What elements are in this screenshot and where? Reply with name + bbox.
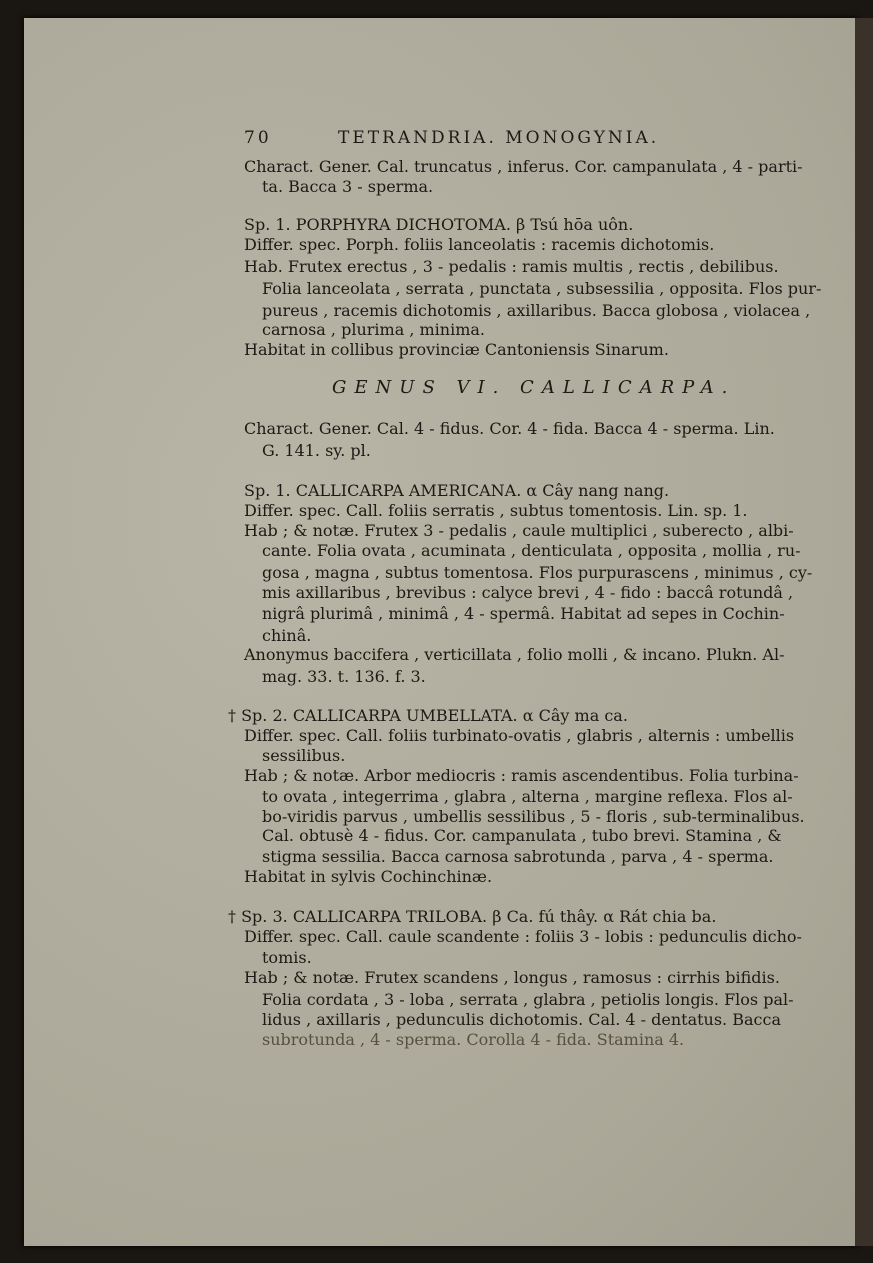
text-line: Hab ; & notæ. Frutex 3 - pedalis , caule multiplici , suberecto , albi- [244, 521, 794, 540]
text-line: Charact. Gener. Cal. truncatus , inferus. Cor. campanulata , 4 - parti- [244, 157, 803, 176]
text-line: Cal. obtusè 4 - fidus. Cor. campanulata , tubo brevi. Stamina , & [262, 826, 782, 845]
text-line: pureus , racemis dichotomis , axillaribus. Bacca globosa , violacea , [262, 301, 811, 320]
text-line: gosa , magna , subtus tomentosa. Flos purpurascens , minimus , cy- [262, 563, 813, 582]
text-line: Sp. 1. CALLICARPA AMERICANA. α Cây nang nang. [244, 481, 670, 500]
text-line: Differ. spec. Call. caule scandente : foliis 3 - lobis : pedunculis dicho- [244, 927, 802, 946]
text-line: † Sp. 2. CALLICARPA UMBELLATA. α Cây ma ca. [228, 706, 628, 725]
text-line: Folia cordata , 3 - loba , serrata , glabra , petiolis longis. Flos pal- [262, 990, 794, 1009]
text-line: Hab ; & notæ. Frutex scandens , longus , ramosus : cirrhis bifidis. [244, 968, 780, 987]
text-line-faded: subrotunda , 4 - sperma. Corolla 4 - fida. Stamina 4. [262, 1030, 685, 1049]
text-line: Hab. Frutex erectus , 3 - pedalis : ramis multis , rectis , debilibus. [244, 257, 779, 276]
text-line: Charact. Gener. Cal. 4 - fidus. Cor. 4 - fida. Bacca 4 - sperma. Lin. [244, 419, 775, 438]
text-line: chinâ. [262, 626, 312, 645]
text-line: nigrâ plurimâ , minimâ , 4 - spermâ. Habitat ad sepes in Cochin- [262, 604, 785, 623]
text-line: Habitat in sylvis Cochinchinæ. [244, 867, 493, 886]
text-line: Sp. 1. PORPHYRA DICHOTOMA. β Tsú hōa uôn. [244, 215, 634, 234]
text-line: lidus , axillaris , pedunculis dichotomis. Cal. 4 - dentatus. Bacca [262, 1010, 781, 1029]
text-line: mag. 33. t. 136. f. 3. [262, 667, 426, 686]
text-line: tomis. [262, 948, 312, 967]
running-title: TETRANDRIA. MONOGYNIA. [338, 128, 660, 148]
text-line: Anonymus baccifera , verticillata , folio molli , & incano. Plukn. Al- [244, 645, 785, 664]
text-line: cante. Folia ovata , acuminata , denticulata , opposita , mollia , ru- [262, 541, 801, 560]
text-line: carnosa , plurima , minima. [262, 320, 485, 339]
text-line: bo-viridis parvus , umbellis sessilibus , 5 - floris , sub-terminalibus. [262, 807, 805, 826]
genus-heading: GENUS VI. CALLICARPA. [332, 377, 736, 398]
text-line: Folia lanceolata , serrata , punctata , subsessilia , opposita. Flos pur- [262, 279, 822, 298]
book-page [24, 18, 858, 1246]
text-line: Differ. spec. Porph. foliis lanceolatis : racemis dichotomis. [244, 235, 715, 254]
text-line: sessilibus. [262, 746, 346, 765]
text-line: Hab ; & notæ. Arbor mediocris : ramis ascendentibus. Folia turbina- [244, 766, 799, 785]
text-line: † Sp. 3. CALLICARPA TRILOBA. β Ca. fú thây. α Rát chia ba. [228, 907, 717, 926]
page-edge [855, 18, 873, 1246]
text-line: to ovata , integerrima , glabra , alterna , margine reflexa. Flos al- [262, 787, 793, 806]
page-number: 70 [244, 128, 272, 148]
text-line: Differ. spec. Call. foliis serratis , subtus tomentosis. Lin. sp. 1. [244, 501, 748, 520]
text-line: Differ. spec. Call. foliis turbinato-ovatis , glabris , alternis : umbellis [244, 726, 795, 745]
text-line: Habitat in collibus provinciæ Cantoniensis Sinarum. [244, 340, 669, 359]
text-line: G. 141. sy. pl. [262, 441, 371, 460]
text-line: mis axillaribus , brevibus : calyce brevi , 4 - fido : baccâ rotundâ , [262, 583, 794, 602]
text-line: ta. Bacca 3 - sperma. [262, 177, 434, 196]
text-line: stigma sessilia. Bacca carnosa sabrotunda , parva , 4 - sperma. [262, 847, 774, 866]
